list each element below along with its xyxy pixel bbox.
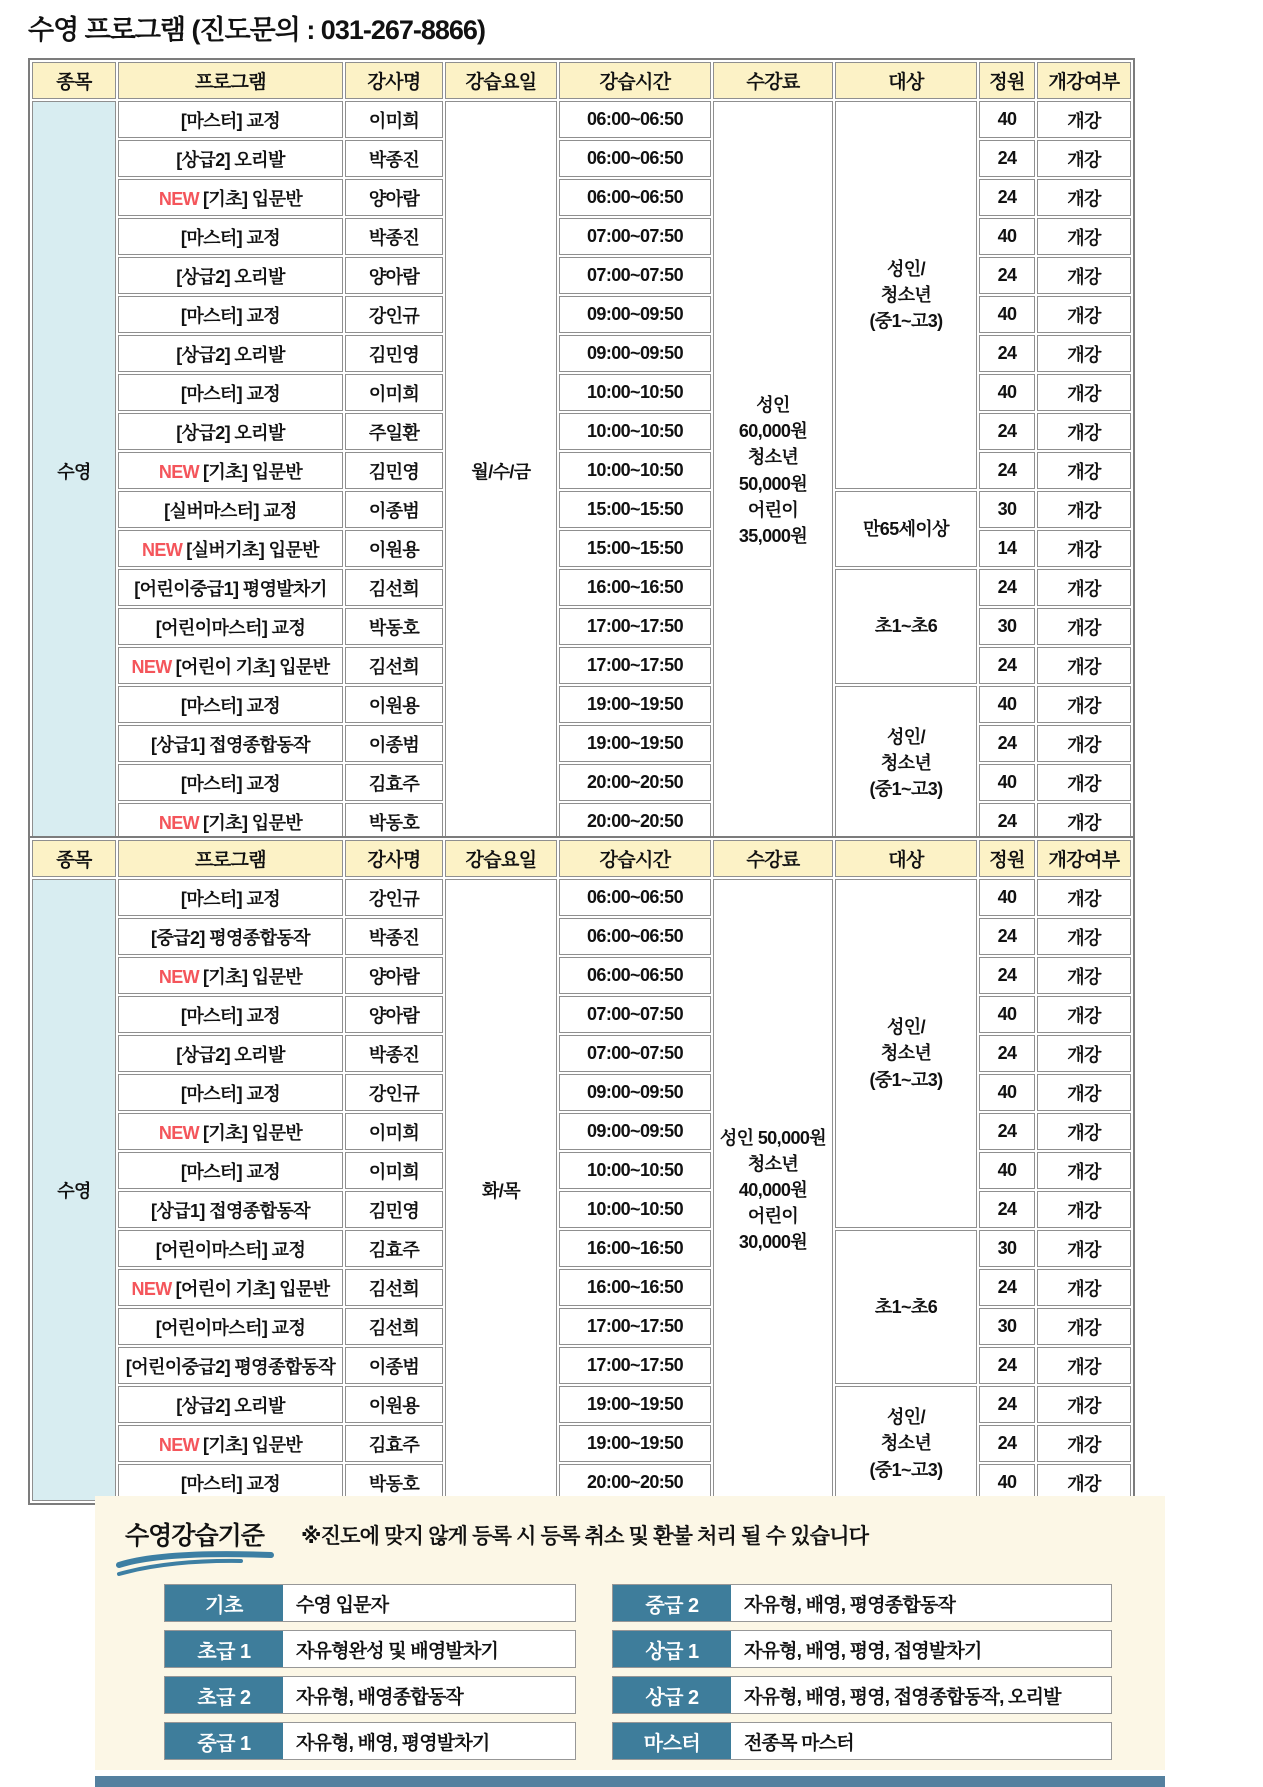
time-cell: 07:00~07:50 [559,1035,711,1072]
program-cell: [마스터] 교정 [118,296,343,333]
instructor-cell: 김선희 [345,1308,443,1345]
instructor-cell: 김효주 [345,1230,443,1267]
level-desc: 자유형, 배영, 평영, 접영발차기 [744,1640,982,1662]
program-cell: NEW [기초] 입문반 [118,803,343,840]
instructor-cell: 이종범 [345,725,443,762]
capacity-cell: 40 [979,101,1035,138]
time-cell: 09:00~09:50 [559,1074,711,1111]
level-desc: 자유형, 배영, 평영종합동작 [744,1594,956,1616]
column-header: 수강료 [713,62,833,99]
status-cell: 개강 [1037,491,1131,528]
time-cell: 06:00~06:50 [559,140,711,177]
instructor-cell: 김민영 [345,1191,443,1228]
capacity-cell: 24 [979,179,1035,216]
capacity-cell: 24 [979,1347,1035,1384]
program-cell: NEW [기초] 입문반 [118,452,343,489]
criteria-note: ※진도에 맞지 않게 등록 시 등록 취소 및 환불 처리 될 수 있습니다 [301,1525,869,1548]
time-cell: 10:00~10:50 [559,452,711,489]
column-header: 강습요일 [445,840,557,877]
time-cell: 09:00~09:50 [559,1113,711,1150]
level-badge: 상급 1 [613,1631,731,1667]
new-badge: NEW [158,966,200,987]
time-cell: 15:00~15:50 [559,491,711,528]
capacity-cell: 40 [979,1074,1035,1111]
program-cell: [어린이마스터] 교정 [118,1308,343,1345]
instructor-cell: 이미희 [345,101,443,138]
instructor-cell: 김민영 [345,452,443,489]
time-cell: 07:00~07:50 [559,996,711,1033]
status-cell: 개강 [1037,1347,1131,1384]
time-cell: 20:00~20:50 [559,1464,711,1501]
time-cell: 17:00~17:50 [559,1347,711,1384]
instructor-cell: 이미희 [345,374,443,411]
program-cell: [상급2] 오리발 [118,1035,343,1072]
capacity-cell: 24 [979,1191,1035,1228]
program-cell: [어린이마스터] 교정 [118,1230,343,1267]
program-cell: [마스터] 교정 [118,101,343,138]
status-cell: 개강 [1037,218,1131,255]
target-cell: 초1~초6 [835,1230,977,1384]
program-cell: [마스터] 교정 [118,686,343,723]
column-header: 프로그램 [118,840,343,877]
capacity-cell: 24 [979,957,1035,994]
column-header: 정원 [979,62,1035,99]
status-cell: 개강 [1037,335,1131,372]
program-cell: NEW [기초] 입문반 [118,957,343,994]
program-cell: NEW [기초] 입문반 [118,179,343,216]
status-cell: 개강 [1037,452,1131,489]
schedule-table-2 [28,836,1135,1505]
instructor-cell: 김선희 [345,647,443,684]
status-cell: 개강 [1037,1191,1131,1228]
status-cell: 개강 [1037,686,1131,723]
target-cell: 성인/ 청소년 (중1~고3) [835,101,977,489]
instructor-cell: 주일환 [345,413,443,450]
program-cell: [어린이마스터] 교정 [118,608,343,645]
time-cell: 16:00~16:50 [559,1230,711,1267]
time-cell: 19:00~19:50 [559,1425,711,1462]
column-header: 종목 [32,840,116,877]
status-cell: 개강 [1037,1074,1131,1111]
capacity-cell: 40 [979,996,1035,1033]
time-cell: 10:00~10:50 [559,1152,711,1189]
time-cell: 06:00~06:50 [559,879,711,916]
time-cell: 19:00~19:50 [559,1386,711,1423]
capacity-cell: 40 [979,764,1035,801]
column-header: 정원 [979,840,1035,877]
capacity-cell: 24 [979,1425,1035,1462]
schedule-row [32,1230,1131,1267]
program-cell: NEW [실버기초] 입문반 [118,530,343,567]
instructor-cell: 박동호 [345,803,443,840]
program-cell: [마스터] 교정 [118,218,343,255]
level-row [164,1630,576,1668]
target-cell: 만65세이상 [835,491,977,567]
new-badge: NEW [131,1278,172,1299]
status-cell: 개강 [1037,1464,1131,1501]
status-cell: 개강 [1037,569,1131,606]
program-cell: [상급2] 오리발 [118,140,343,177]
schedule-row [32,686,1131,723]
new-badge: NEW [131,656,172,677]
status-cell: 개강 [1037,140,1131,177]
target-cell: 성인/ 청소년 (중1~고3) [835,1386,977,1501]
instructor-cell: 양아람 [345,957,443,994]
time-cell: 17:00~17:50 [559,647,711,684]
status-cell: 개강 [1037,879,1131,916]
program-cell: [마스터] 교정 [118,1464,343,1501]
program-cell: [어린이중급1] 평영발차기 [118,569,343,606]
status-cell: 개강 [1037,374,1131,411]
instructor-cell: 박종진 [345,140,443,177]
instructor-cell: 강인규 [345,879,443,916]
level-badge: 중급 1 [165,1723,283,1759]
capacity-cell: 24 [979,1386,1035,1423]
status-cell: 개강 [1037,647,1131,684]
status-cell: 개강 [1037,764,1131,801]
new-badge: NEW [142,539,183,560]
level-row [164,1584,576,1622]
capacity-cell: 40 [979,879,1035,916]
program-cell: [마스터] 교정 [118,879,343,916]
criteria-box [95,1496,1165,1770]
days-cell: 화/목 [445,879,557,1501]
column-header: 수강료 [713,840,833,877]
level-desc: 자유형완성 및 배영발차기 [296,1640,499,1662]
instructor-cell: 박동호 [345,608,443,645]
column-header: 강사명 [345,840,443,877]
instructor-cell: 김효주 [345,1425,443,1462]
capacity-cell: 24 [979,335,1035,372]
status-cell: 개강 [1037,1269,1131,1306]
capacity-cell: 24 [979,725,1035,762]
capacity-cell: 24 [979,257,1035,294]
instructor-cell: 양아람 [345,257,443,294]
program-cell: [마스터] 교정 [118,374,343,411]
instructor-cell: 이미희 [345,1152,443,1189]
column-header: 프로그램 [118,62,343,99]
status-cell: 개강 [1037,1308,1131,1345]
instructor-cell: 김선희 [345,1269,443,1306]
capacity-cell: 14 [979,530,1035,567]
instructor-cell: 이원용 [345,686,443,723]
program-cell: NEW [기초] 입문반 [118,1113,343,1150]
page-title: 수영 프로그램 (진도문의 : 031-267-8866) [28,15,485,45]
category-cell: 수영 [32,879,116,1501]
capacity-cell: 24 [979,918,1035,955]
time-cell: 20:00~20:50 [559,764,711,801]
column-header: 개강여부 [1037,62,1131,99]
instructor-cell: 이원용 [345,1386,443,1423]
swoosh-underline-icon [115,1550,275,1578]
column-header: 강사명 [345,62,443,99]
capacity-cell: 40 [979,218,1035,255]
status-cell: 개강 [1037,1152,1131,1189]
time-cell: 10:00~10:50 [559,1191,711,1228]
column-header: 종목 [32,62,116,99]
capacity-cell: 24 [979,413,1035,450]
time-cell: 06:00~06:50 [559,918,711,955]
column-header: 개강여부 [1037,840,1131,877]
column-header: 강습시간 [559,62,711,99]
capacity-cell: 24 [979,140,1035,177]
time-cell: 19:00~19:50 [559,725,711,762]
time-cell: 06:00~06:50 [559,101,711,138]
program-cell: [상급1] 접영종합동작 [118,1191,343,1228]
level-row [612,1676,1112,1714]
program-cell: [실버마스터] 교정 [118,491,343,528]
status-cell: 개강 [1037,530,1131,567]
schedule-row [32,569,1131,606]
time-cell: 09:00~09:50 [559,335,711,372]
program-cell: NEW [어린이 기초] 입문반 [118,1269,343,1306]
program-cell: [어린이중급2] 평영종합동작 [118,1347,343,1384]
time-cell: 10:00~10:50 [559,374,711,411]
program-cell: [마스터] 교정 [118,996,343,1033]
category-cell: 수영 [32,101,116,840]
capacity-cell: 24 [979,569,1035,606]
level-desc: 전종목 마스터 [744,1732,854,1754]
status-cell: 개강 [1037,918,1131,955]
instructor-cell: 박동호 [345,1464,443,1501]
capacity-cell: 30 [979,1308,1035,1345]
column-header: 대상 [835,62,977,99]
level-badge: 초급 1 [165,1631,283,1667]
time-cell: 09:00~09:50 [559,296,711,333]
status-cell: 개강 [1037,413,1131,450]
status-cell: 개강 [1037,803,1131,840]
level-row [164,1676,576,1714]
new-badge: NEW [158,812,200,833]
instructor-cell: 양아람 [345,996,443,1033]
target-cell: 성인/ 청소년 (중1~고3) [835,879,977,1228]
time-cell: 16:00~16:50 [559,1269,711,1306]
program-cell: [상급2] 오리발 [118,413,343,450]
level-badge: 중급 2 [613,1585,731,1621]
schedule-row [32,491,1131,528]
instructor-cell: 박종진 [345,1035,443,1072]
program-cell: [상급2] 오리발 [118,335,343,372]
instructor-cell: 양아람 [345,179,443,216]
status-cell: 개강 [1037,179,1131,216]
capacity-cell: 24 [979,1113,1035,1150]
program-cell: [마스터] 교정 [118,1152,343,1189]
status-cell: 개강 [1037,996,1131,1033]
schedule-table-1 [28,58,1135,844]
level-row [612,1584,1112,1622]
fee-cell: 성인 60,000원 청소년 50,000원 어린이 35,000원 [713,101,833,840]
column-header: 강습요일 [445,62,557,99]
level-row [164,1722,576,1760]
program-cell: NEW [어린이 기초] 입문반 [118,647,343,684]
level-badge: 기초 [165,1585,283,1621]
new-badge: NEW [158,461,200,482]
instructor-cell: 강인규 [345,1074,443,1111]
levels-right [612,1584,1112,1768]
status-cell: 개강 [1037,1425,1131,1462]
capacity-cell: 24 [979,1035,1035,1072]
capacity-cell: 24 [979,1269,1035,1306]
fee-cell: 성인 50,000원 청소년 40,000원 어린이 30,000원 [713,879,833,1501]
level-row [612,1630,1112,1668]
status-cell: 개강 [1037,957,1131,994]
status-cell: 개강 [1037,1230,1131,1267]
capacity-cell: 40 [979,686,1035,723]
capacity-cell: 40 [979,1464,1035,1501]
column-header: 대상 [835,840,977,877]
level-badge: 마스터 [613,1723,731,1759]
level-row [612,1722,1112,1760]
time-cell: 17:00~17:50 [559,608,711,645]
instructor-cell: 이종범 [345,491,443,528]
status-cell: 개강 [1037,1386,1131,1423]
time-cell: 17:00~17:50 [559,1308,711,1345]
program-cell: [마스터] 교정 [118,764,343,801]
instructor-cell: 박종진 [345,218,443,255]
new-badge: NEW [158,1434,200,1455]
capacity-cell: 30 [979,1230,1035,1267]
instructor-cell: 강인규 [345,296,443,333]
status-cell: 개강 [1037,257,1131,294]
status-cell: 개강 [1037,1035,1131,1072]
time-cell: 15:00~15:50 [559,530,711,567]
status-cell: 개강 [1037,725,1131,762]
status-cell: 개강 [1037,1113,1131,1150]
capacity-cell: 40 [979,296,1035,333]
level-desc: 수영 입문자 [296,1594,389,1616]
program-cell: [상급1] 접영종합동작 [118,725,343,762]
target-cell: 초1~초6 [835,569,977,684]
time-cell: 06:00~06:50 [559,179,711,216]
time-cell: 16:00~16:50 [559,569,711,606]
level-desc: 자유형, 배영종합동작 [296,1686,463,1708]
capacity-cell: 24 [979,647,1035,684]
instructor-cell: 김효주 [345,764,443,801]
status-cell: 개강 [1037,608,1131,645]
status-cell: 개강 [1037,101,1131,138]
instructor-cell: 이원용 [345,530,443,567]
time-cell: 07:00~07:50 [559,218,711,255]
instructor-cell: 이종범 [345,1347,443,1384]
bottom-cutoff-bar [95,1776,1165,1787]
time-cell: 20:00~20:50 [559,803,711,840]
new-badge: NEW [158,1122,200,1143]
new-badge: NEW [158,188,200,209]
time-cell: 10:00~10:50 [559,413,711,450]
status-cell: 개강 [1037,296,1131,333]
levels-left [164,1584,576,1768]
column-header: 강습시간 [559,840,711,877]
capacity-cell: 24 [979,803,1035,840]
level-desc: 자유형, 배영, 평영발차기 [296,1732,490,1754]
level-badge: 초급 2 [165,1677,283,1713]
time-cell: 06:00~06:50 [559,957,711,994]
schedule-row [32,1386,1131,1423]
instructor-cell: 김민영 [345,335,443,372]
capacity-cell: 30 [979,491,1035,528]
level-desc: 자유형, 배영, 평영, 접영종합동작, 오리발 [744,1686,1061,1708]
capacity-cell: 40 [979,374,1035,411]
capacity-cell: 40 [979,1152,1035,1189]
criteria-title: 수영강습기준 [125,1522,264,1550]
program-cell: [상급2] 오리발 [118,257,343,294]
instructor-cell: 김선희 [345,569,443,606]
program-cell: NEW [기초] 입문반 [118,1425,343,1462]
instructor-cell: 이미희 [345,1113,443,1150]
time-cell: 19:00~19:50 [559,686,711,723]
capacity-cell: 24 [979,452,1035,489]
time-cell: 07:00~07:50 [559,257,711,294]
schedule-row [32,879,1131,916]
days-cell: 월/수/금 [445,101,557,840]
level-badge: 상급 2 [613,1677,731,1713]
instructor-cell: 박종진 [345,918,443,955]
capacity-cell: 30 [979,608,1035,645]
target-cell: 성인/ 청소년 (중1~고3) [835,686,977,840]
program-cell: [마스터] 교정 [118,1074,343,1111]
schedule-row [32,101,1131,138]
program-cell: [중급2] 평영종합동작 [118,918,343,955]
program-cell: [상급2] 오리발 [118,1386,343,1423]
